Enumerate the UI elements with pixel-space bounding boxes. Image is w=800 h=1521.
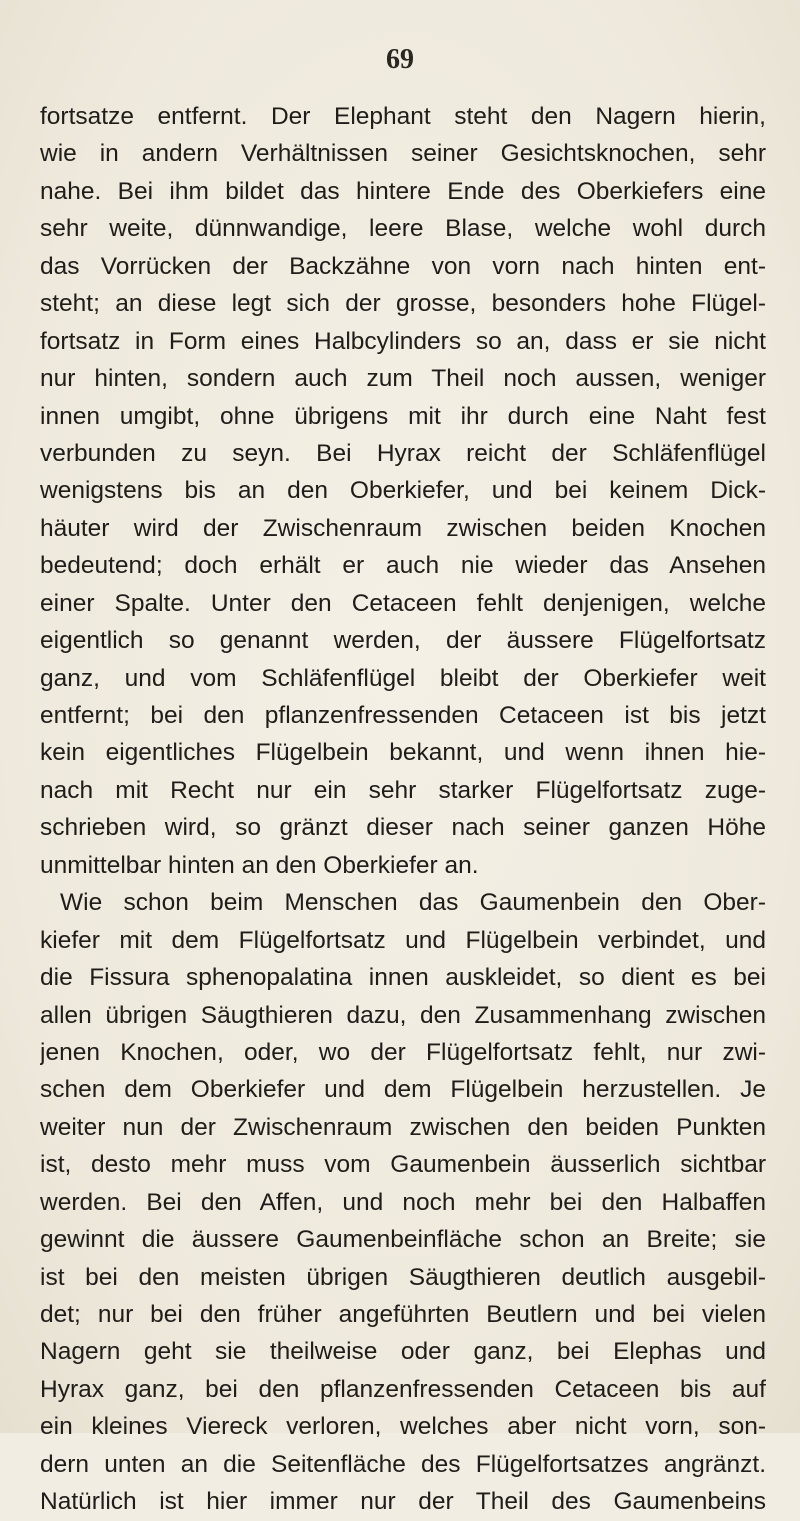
text-line: wenigstens bis an den Oberkiefer, und bei keinem Dick- — [40, 477, 766, 505]
text-line: nahe. Bei ihm bildet das hintere Ende des Oberkiefers eine — [40, 177, 766, 205]
text-line: kein eigentliches Flügelbein bekannt, und wenn ihnen hie- — [40, 739, 766, 767]
text-line: ist bei den meisten übrigen Säugthieren deutlich ausgebil- — [40, 1263, 766, 1291]
text-line: die Fissura sphenopalatina innen auskleidet, so dient es bei — [40, 964, 766, 992]
text-line: werden. Bei den Affen, und noch mehr bei den Halbaffen — [40, 1188, 766, 1216]
text-line: fortsatze entfernt. Der Elephant steht den Nagern hierin, — [40, 103, 766, 130]
text-line: entfernt; bei den pflanzenfressenden Cetaceen ist bis jetzt — [40, 702, 766, 729]
text-line: jenen Knochen, oder, wo der Flügelfortsatz fehlt, nur zwi- — [40, 1038, 766, 1066]
text-line: Natürlich ist hier immer nur der Theil des Gaumenbeins — [40, 1488, 766, 1516]
text-line: allen übrigen Säugthieren dazu, den Zusammenhang zwischen — [40, 1001, 766, 1029]
text-line: ist, desto mehr muss vom Gaumenbein äusserlich sichtbar — [40, 1151, 766, 1179]
text-line: Wie schon beim Menschen das Gaumenbein den Ober- — [60, 889, 766, 917]
text-line: eigentlich so genannt werden, der äussere Flügelfortsatz — [40, 627, 766, 655]
body-text — [40, 98, 766, 1521]
text-line: fortsatz in Form eines Halbcylinders so an, dass er sie nicht — [40, 327, 766, 355]
text-line: dern unten an die Seitenfläche des Flügelfortsatzes angränzt. — [40, 1450, 766, 1478]
text-line: das Vorrücken der Backzähne von vorn nach hinten ent- — [40, 252, 766, 280]
text-line: bedeutend; doch erhält er auch nie wieder das Ansehen — [40, 552, 766, 580]
text-line: ein kleines Viereck verloren, welches aber nicht vorn, son- — [40, 1413, 766, 1441]
text-line: sehr weite, dünnwandige, leere Blase, welche wohl durch — [40, 215, 766, 243]
text-line: Hyrax ganz, bei den pflanzenfressenden Cetaceen bis auf — [40, 1375, 766, 1403]
text-line: verbunden zu seyn. Bei Hyrax reicht der Schläfenflügel — [40, 439, 766, 467]
text-line: steht; an diese legt sich der grosse, besonders hohe Flügel- — [40, 290, 766, 318]
text-line: weiter nun der Zwischenraum zwischen den beiden Punkten — [40, 1113, 766, 1141]
text-line: nur hinten, sondern auch zum Theil noch aussen, weniger — [40, 365, 766, 393]
text-line: unmittelbar hinten an den Oberkiefer an. — [40, 851, 479, 879]
text-line: schrieben wird, so gränzt dieser nach seiner ganzen Höhe — [40, 814, 766, 842]
text-line: det; nur bei den früher angeführten Beutlern und bei vielen — [40, 1301, 766, 1328]
text-line: innen umgibt, ohne übrigens mit ihr durch eine Naht fest — [40, 402, 766, 430]
text-line: wie in andern Verhältnissen seiner Gesichtsknochen, sehr — [40, 140, 766, 168]
text-line: häuter wird der Zwischenraum zwischen beiden Knochen — [40, 514, 766, 542]
text-line: ganz, und vom Schläfenflügel bleibt der Oberkiefer weit — [40, 664, 766, 692]
text-line: kiefer mit dem Flügelfortsatz und Flügelbein verbindet, und — [40, 926, 766, 954]
text-line: gewinnt die äussere Gaumenbeinfläche schon an Breite; sie — [40, 1226, 766, 1254]
text-line: einer Spalte. Unter den Cetaceen fehlt denjenigen, welche — [40, 589, 766, 617]
text-line: Nagern geht sie theilweise oder ganz, bei Elephas und — [40, 1338, 766, 1366]
text-line: schen dem Oberkiefer und dem Flügelbein herzustellen. Je — [40, 1076, 766, 1104]
page-number: 69 — [386, 44, 414, 75]
text-line: nach mit Recht nur ein sehr starker Flügelfortsatz zuge- — [40, 776, 766, 804]
